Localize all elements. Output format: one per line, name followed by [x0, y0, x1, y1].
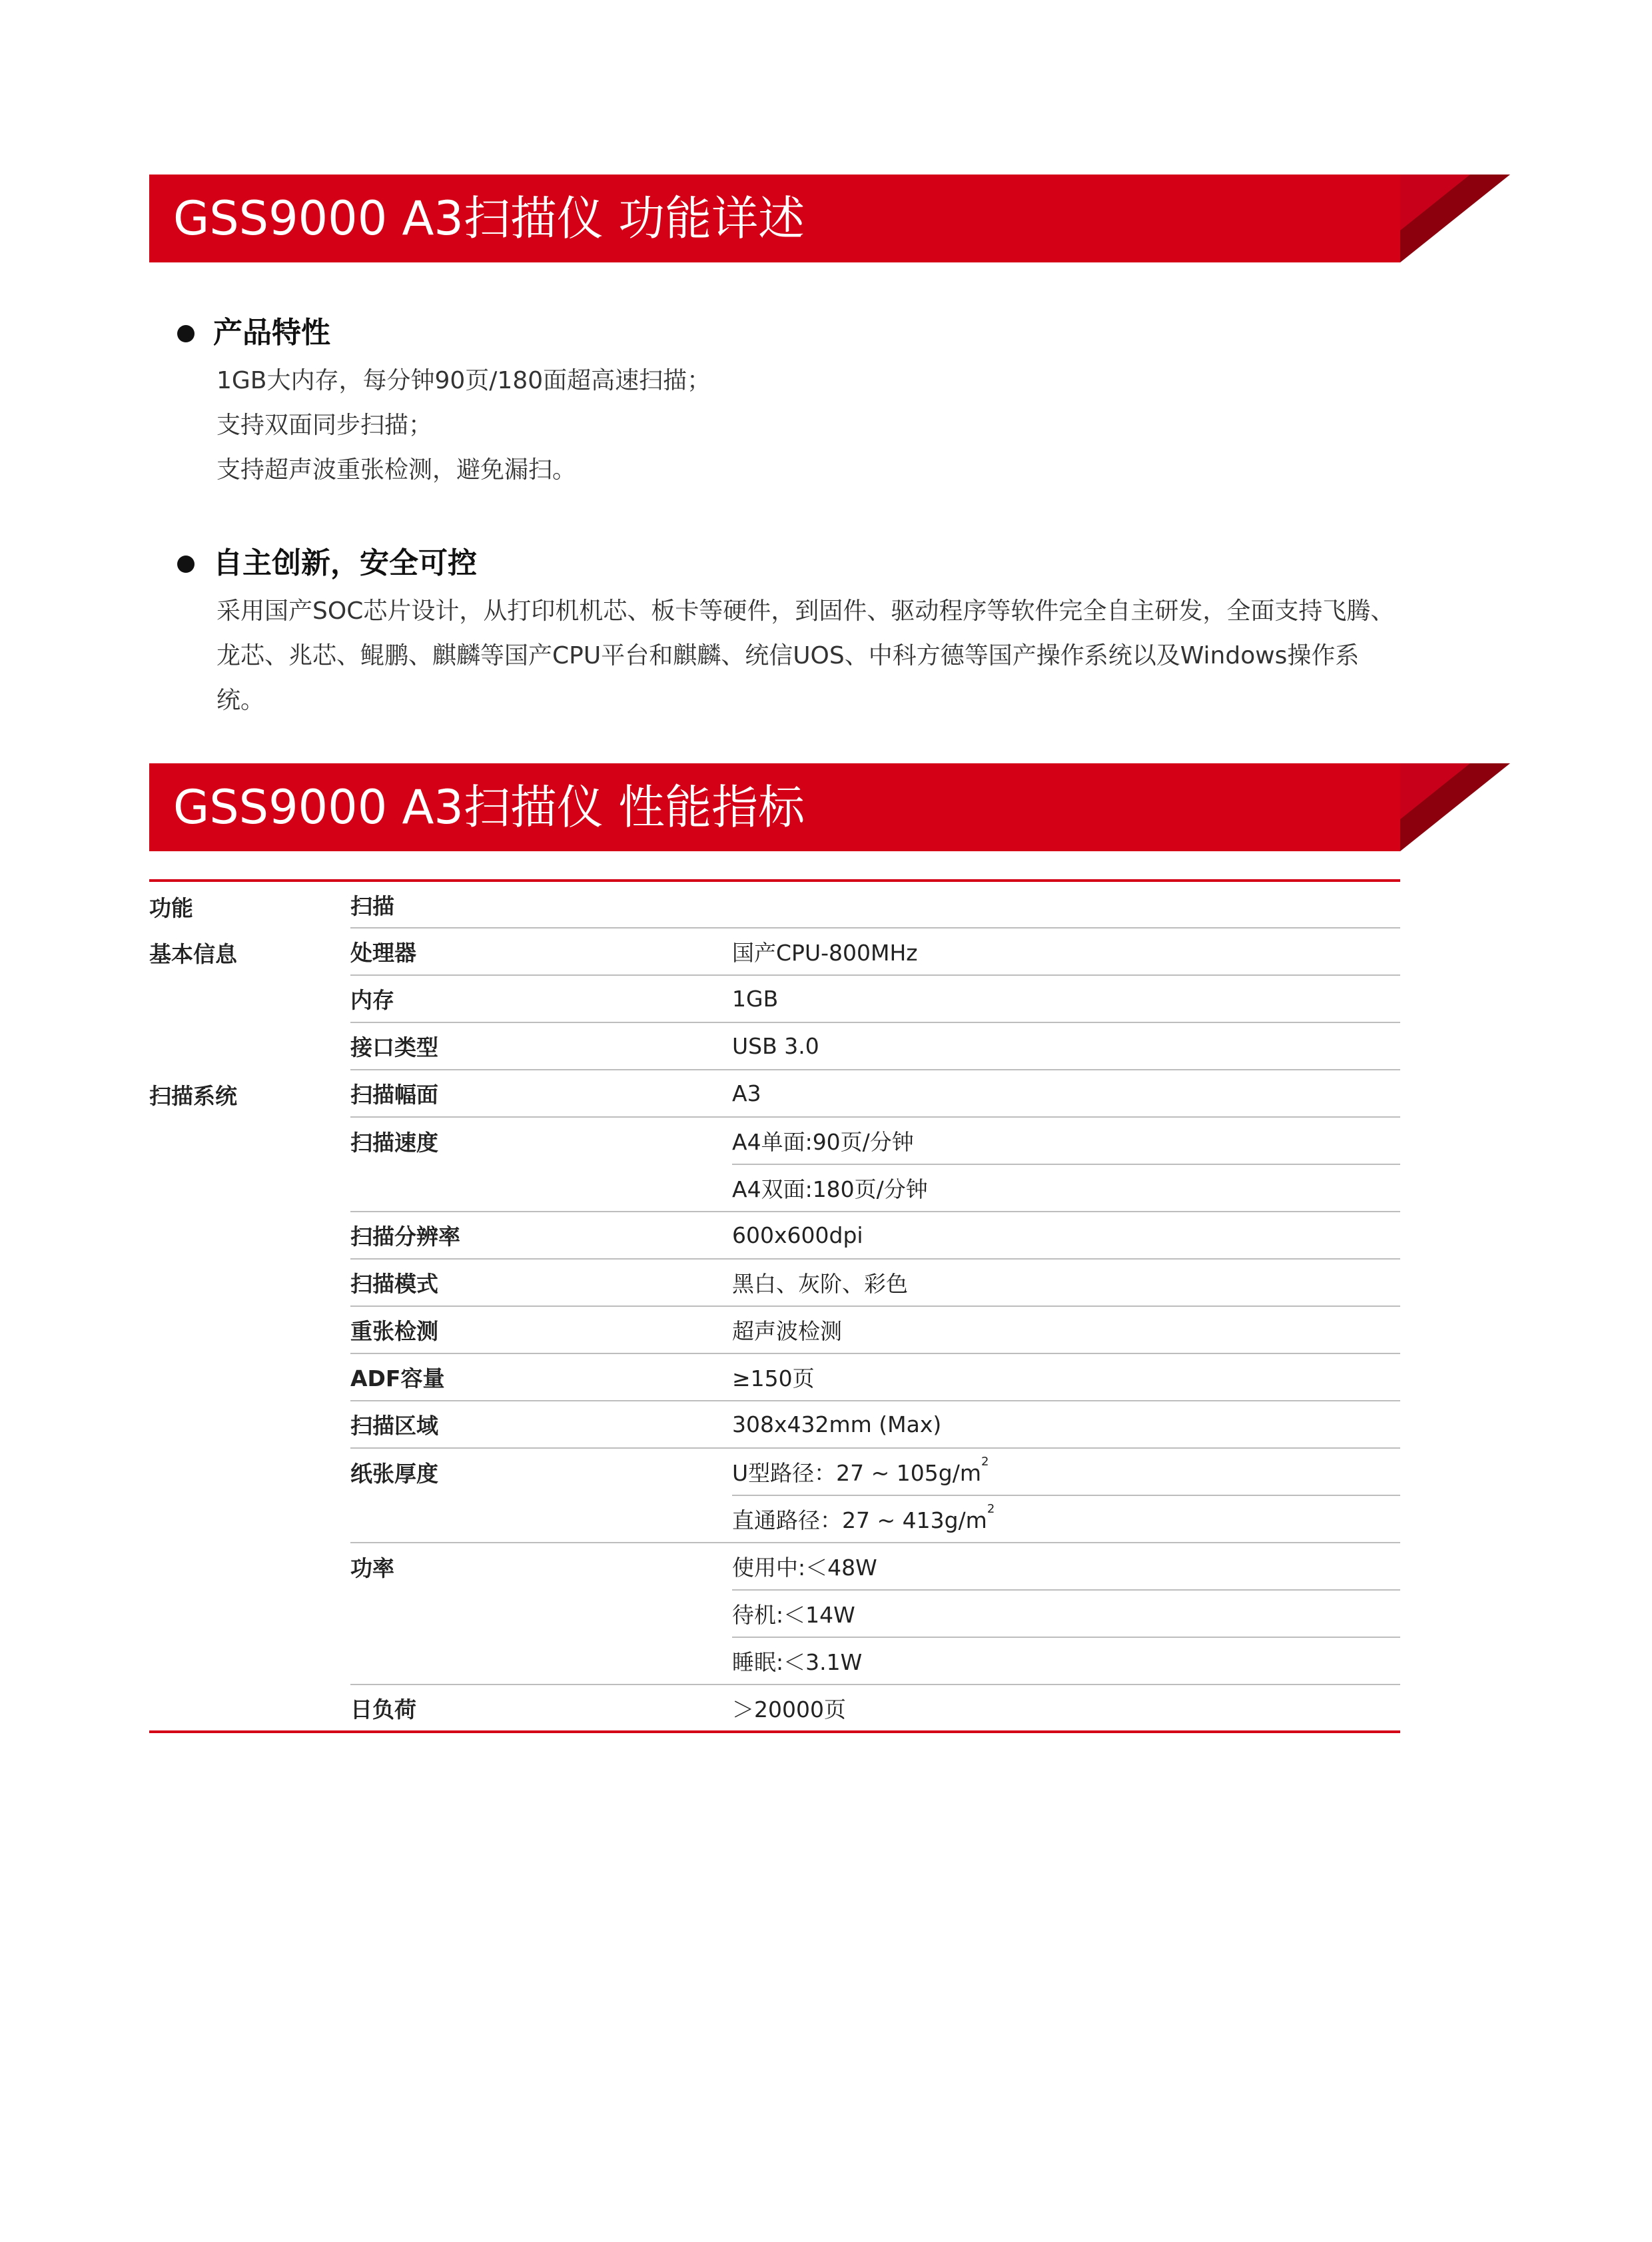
spec-item [350, 1495, 732, 1543]
spec-value-text: ≥150页 [732, 1365, 815, 1391]
autonomy-section [172, 544, 1411, 723]
spec-group [149, 1543, 350, 1590]
unit-superscript: 2 [981, 1455, 989, 1469]
table-row [149, 1353, 1400, 1401]
spec-value [732, 975, 1400, 1022]
spec-item [350, 1590, 732, 1637]
spec-group [149, 1684, 350, 1732]
spec-value [732, 1117, 1400, 1164]
spec-item: 扫描分辨率 [350, 1212, 732, 1259]
spec-group [149, 1117, 350, 1164]
spec-value-text: A4单面:90页/分钟 [732, 1129, 914, 1155]
spec-group: 功能 [149, 881, 350, 928]
spec-value [732, 1401, 1400, 1448]
table-row [149, 1401, 1400, 1448]
table-row [149, 1212, 1400, 1259]
spec-group [149, 975, 350, 1022]
section-banner-specs [149, 763, 1501, 851]
spec-value-text: U型路径：27 ~ 105g/m [732, 1460, 981, 1486]
spec-group [149, 1022, 350, 1070]
spec-table [149, 879, 1400, 1733]
table-row [149, 1590, 1400, 1637]
spec-value-text: 黑白、灰阶、彩色 [732, 1271, 908, 1297]
spec-value-text: A4双面:180页/分钟 [732, 1176, 928, 1202]
bullet-icon [177, 556, 195, 573]
table-row [149, 1070, 1400, 1117]
spec-value [732, 1495, 1400, 1543]
feature-line: 1GB大内存，每分钟90页/180面超高速扫描； [216, 367, 711, 394]
spec-group [149, 1212, 350, 1259]
table-row [149, 1543, 1400, 1590]
spec-group [149, 1401, 350, 1448]
spec-group [149, 1353, 350, 1401]
spec-item: 扫描模式 [350, 1259, 732, 1306]
table-row [149, 1448, 1400, 1495]
feature-line: 支持双面同步扫描； [216, 412, 433, 439]
spec-value [732, 1637, 1400, 1684]
spec-value [732, 1259, 1400, 1306]
table-row [149, 1022, 1400, 1070]
spec-value [732, 1070, 1400, 1117]
table-row [149, 975, 1400, 1022]
spec-value [732, 1590, 1400, 1637]
spec-value [732, 1212, 1400, 1259]
spec-value [732, 1448, 1400, 1495]
section-banner-features [149, 175, 1501, 262]
spec-group: 扫描系统 [149, 1083, 237, 1109]
section-heading: 自主创新，安全可控 [213, 546, 477, 580]
table-row [149, 1306, 1400, 1353]
banner-corner-shape [1400, 175, 1510, 262]
spec-value-text: 直通路径：27 ~ 413g/m [732, 1507, 987, 1533]
table-row [149, 1164, 1400, 1212]
table-row [149, 1117, 1400, 1164]
banner-title: GSS9000 A3扫描仪 功能详述 [149, 175, 1400, 262]
unit-superscript: 2 [987, 1502, 995, 1516]
spec-value [732, 1684, 1400, 1732]
table-row [149, 1495, 1400, 1543]
table-row [149, 1684, 1400, 1732]
table-row [149, 881, 1400, 928]
spec-value-text: 使用中:＜48W [732, 1555, 877, 1581]
spec-item: ADF容量 [350, 1353, 732, 1401]
banner-title: GSS9000 A3扫描仪 性能指标 [149, 763, 1400, 851]
spec-item: 重张检测 [350, 1306, 732, 1353]
table-row [149, 1259, 1400, 1306]
spec-group [149, 1637, 350, 1684]
bullet-icon [177, 325, 195, 342]
spec-group [149, 1495, 350, 1543]
spec-item: 扫描速度 [350, 1117, 732, 1164]
spec-group [149, 1164, 350, 1212]
product-features-section [172, 313, 1411, 492]
spec-value-text: ＞20000页 [732, 1696, 846, 1722]
table-row [149, 1637, 1400, 1684]
spec-value-text: 1GB [732, 986, 779, 1012]
spec-value-text: 600x600dpi [732, 1222, 863, 1248]
spec-group [149, 1306, 350, 1353]
spec-value [732, 1022, 1400, 1070]
spec-item: 功率 [350, 1543, 732, 1590]
feature-line: 支持超声波重张检测，避免漏扫。 [216, 456, 577, 484]
spec-item: 接口类型 [350, 1022, 732, 1070]
spec-item [350, 1164, 732, 1212]
spec-item [350, 1637, 732, 1684]
spec-item: 日负荷 [350, 1684, 732, 1732]
autonomy-paragraph: 采用国产SOC芯片设计，从打印机机芯、板卡等硬件，到固件、驱动程序等软件完全自主研发，全面支持飞腾、龙芯、兆芯、鲲鹏、麒麟等国产CPU平台和麒麟、统信UOS、中科方德等国产操作系统以及Windows操作系统。 [216, 597, 1395, 714]
spec-item: 扫描幅面 [350, 1070, 732, 1117]
table-row [149, 928, 1400, 975]
spec-item: 扫描区域 [350, 1401, 732, 1448]
spec-value-text: 308x432mm (Max) [732, 1411, 942, 1437]
spec-value-text: USB 3.0 [732, 1033, 819, 1059]
spec-group: 基本信息 [149, 941, 237, 967]
spec-value [732, 1543, 1400, 1590]
spec-value [732, 1353, 1400, 1401]
spec-item: 内存 [350, 975, 732, 1022]
spec-item: 纸张厚度 [350, 1448, 732, 1495]
spec-group [149, 1448, 350, 1495]
spec-item: 扫描 [350, 881, 732, 928]
spec-value-text: A3 [732, 1080, 761, 1106]
spec-group [149, 1590, 350, 1637]
spec-item: 处理器 [350, 928, 732, 975]
spec-value-text: 睡眠:＜3.1W [732, 1649, 863, 1675]
spec-group [149, 1259, 350, 1306]
spec-value [732, 881, 1400, 928]
spec-value [732, 1164, 1400, 1212]
spec-value-text: 国产CPU-800MHz [732, 940, 918, 966]
spec-value [732, 928, 1400, 975]
spec-value-text: 超声波检测 [732, 1318, 842, 1344]
section-heading: 产品特性 [213, 316, 330, 350]
spec-value-text: 待机:＜14W [732, 1602, 855, 1628]
banner-corner-shape [1400, 763, 1510, 851]
spec-value [732, 1306, 1400, 1353]
